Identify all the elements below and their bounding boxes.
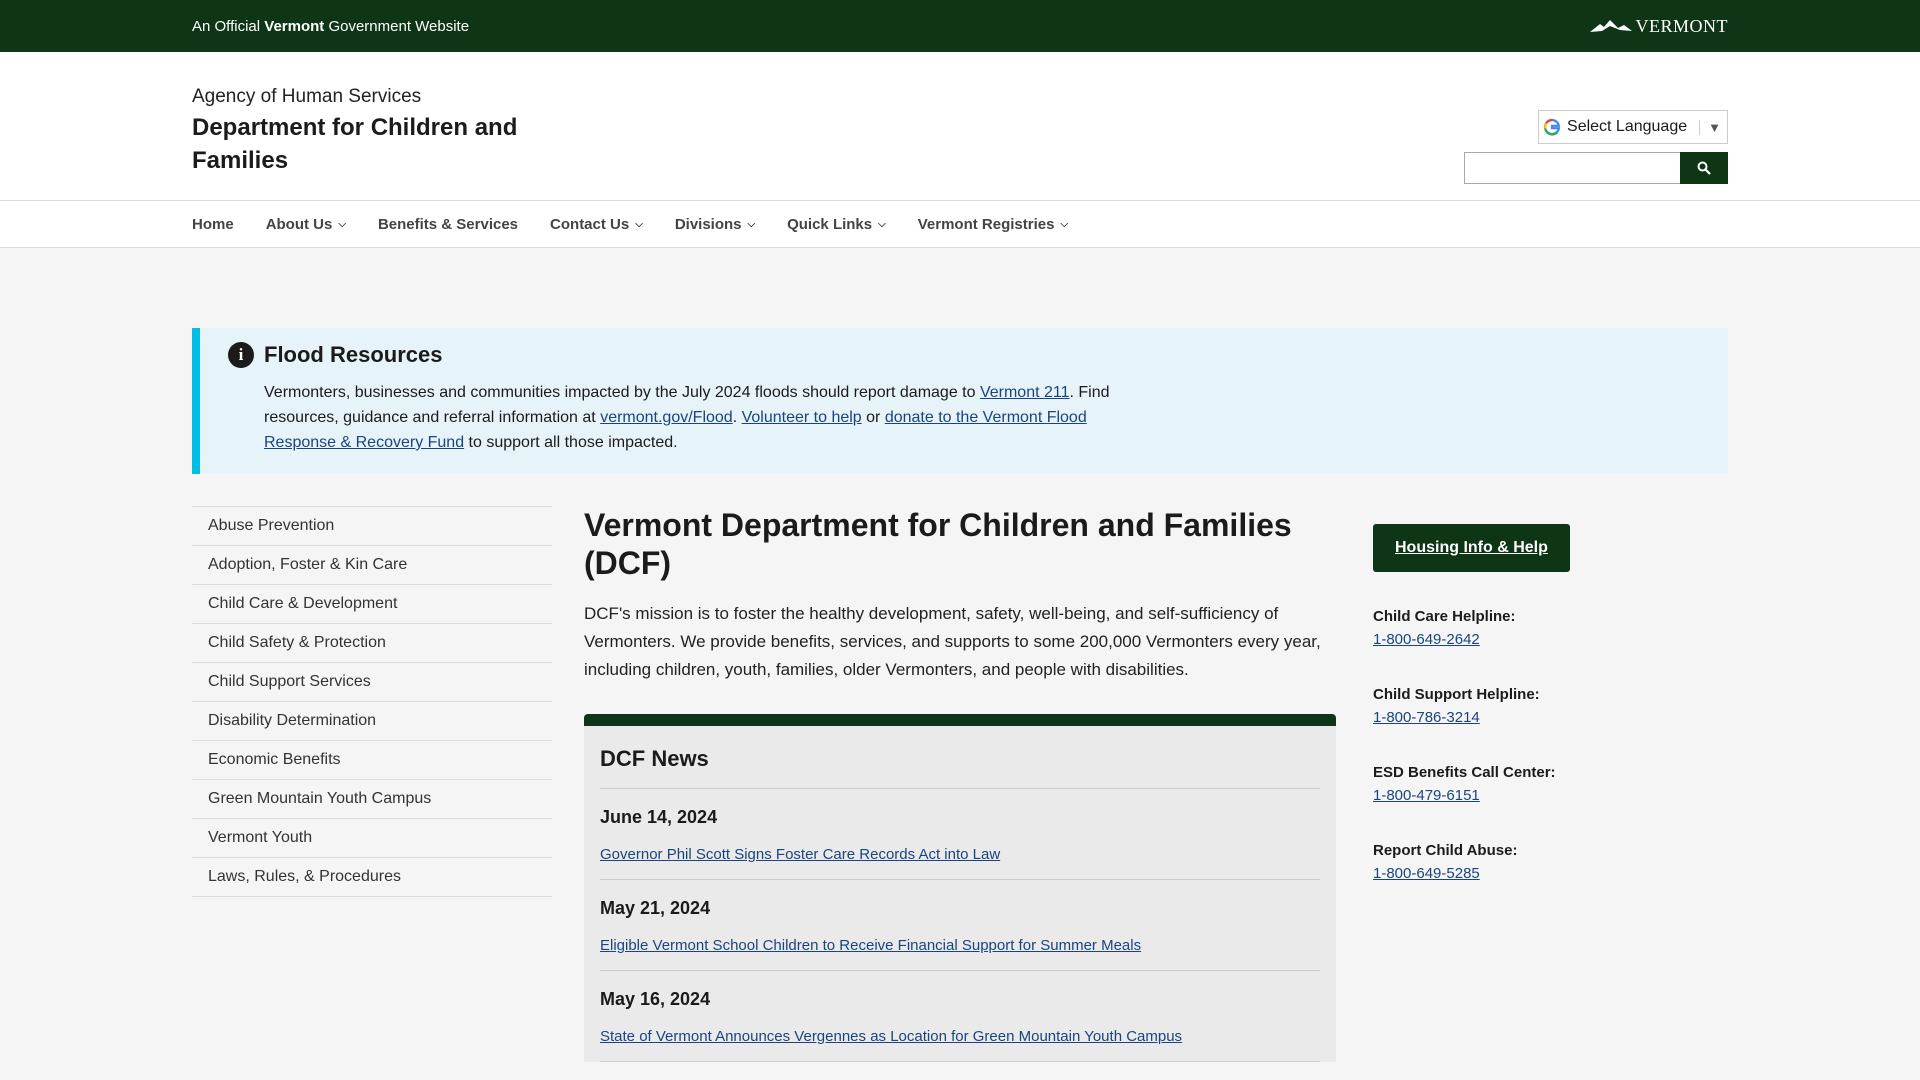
news-item [600, 971, 1320, 1062]
sidebar-item-child-support-services[interactable]: Child Support Services [192, 663, 552, 702]
department-name[interactable]: Department for Children and Families [192, 114, 518, 174]
nav-item-divisions[interactable] [675, 216, 755, 233]
alert-text-part: or [861, 409, 885, 426]
nav-item-label: Vermont Registries [917, 215, 1055, 233]
news-link[interactable]: State of Vermont Announces Vergennes as Location for Green Mountain Youth Campus [600, 1028, 1183, 1045]
header-tools [1464, 52, 1728, 200]
helpline-phone-link[interactable]: 1-800-479-6151 [1373, 787, 1480, 804]
helpline-report-child-abuse [1373, 842, 1613, 882]
news-date: May 21, 2024 [600, 898, 711, 918]
nav-item-label: Home [192, 215, 234, 233]
official-banner [0, 0, 1920, 52]
vermont-211-link[interactable]: Vermont 211 [979, 384, 1070, 401]
page-title: Vermont Department for Children and Families (DCF) [584, 507, 1292, 581]
alert-body [264, 340, 1134, 474]
donate-link[interactable]: donate to the Vermont Flood Response & Recovery Fund [264, 409, 1087, 451]
helpline-phone-link[interactable]: 1-800-649-5285 [1373, 865, 1480, 882]
main-navigation [0, 200, 1920, 248]
helpline-phone-link[interactable]: 1-800-649-2642 [1373, 631, 1480, 648]
helpline-label: Report Child Abuse: [1373, 842, 1518, 859]
official-prefix: An Official [192, 17, 261, 35]
sidebar-item-green-mountain-youth-campus[interactable]: Green Mountain Youth Campus [192, 780, 552, 819]
sidebar-item-economic-benefits[interactable]: Economic Benefits [192, 741, 552, 780]
helpline-phone-link[interactable]: 1-800-786-3214 [1373, 709, 1480, 726]
nav-item-contact-us[interactable] [550, 216, 643, 233]
mission-statement: DCF's mission is to foster the healthy development, safety, well-being, and self-sufficiency of Vermonters. We provide benefits, services, and supports to some 200,000 Vermonters every year, including children, youth, families, older Vermonters, and people with disabilities. [584, 604, 1321, 679]
nav-item-about-us[interactable] [266, 216, 346, 233]
nav-item-label: Contact Us [550, 215, 630, 233]
housing-info-button[interactable]: Housing Info & Help [1373, 524, 1570, 572]
vermont-flood-link[interactable]: vermont.gov/Flood [600, 409, 733, 426]
helpline-child-care [1373, 608, 1613, 648]
sidebar-item-disability-determination[interactable]: Disability Determination [192, 702, 552, 741]
alert-text-part: . [732, 409, 742, 426]
main-content [584, 506, 1336, 1062]
news-date: June 14, 2024 [600, 807, 718, 827]
chevron-down-icon: ▼ [1699, 120, 1721, 135]
site-header [0, 52, 1920, 200]
official-state: Vermont [264, 17, 325, 35]
news-link[interactable]: Governor Phil Scott Signs Foster Care Records Act into Law [600, 846, 1001, 863]
nav-item-label: Divisions [674, 215, 742, 233]
chevron-down-icon: ⌵ [747, 218, 756, 230]
chevron-down-icon: ⌵ [635, 218, 643, 230]
chevron-down-icon: ⌵ [1060, 218, 1069, 230]
agency-name[interactable]: Agency of Human Services [192, 86, 422, 107]
flood-alert [192, 328, 1728, 474]
sidebar-item-vermont-youth[interactable]: Vermont Youth [192, 819, 552, 858]
search-icon [1697, 161, 1711, 175]
main-area [192, 506, 1728, 1062]
helpline-label: Child Support Helpline: [1373, 686, 1540, 703]
language-select-label: Select Language [1567, 118, 1688, 135]
vermont-logo-text: VERMONT [1635, 15, 1728, 36]
news-date: May 16, 2024 [600, 989, 711, 1009]
chevron-down-icon: ⌵ [338, 218, 346, 230]
sidebar-item-child-care-development[interactable]: Child Care & Development [192, 585, 552, 624]
alert-text-part: Vermonters, businesses and communities impacted by the July 2024 floods should report damage to [264, 384, 980, 401]
site-branding[interactable] [192, 52, 572, 200]
helpline-label: Child Care Helpline: [1373, 608, 1516, 625]
news-item [600, 789, 1320, 880]
chevron-down-icon: ⌵ [878, 218, 886, 230]
alert-title: Flood Resources [264, 342, 443, 367]
official-suffix: Government Website [328, 17, 470, 35]
nav-item-label: Benefits & Services [377, 215, 519, 233]
language-select[interactable] [1538, 110, 1728, 144]
nav-item-label: About Us [265, 215, 333, 233]
side-navigation [192, 506, 552, 1062]
volunteer-link[interactable]: Volunteer to help [741, 409, 862, 426]
helpline-esd-benefits [1373, 764, 1613, 804]
helpline-child-support [1373, 686, 1613, 726]
sidebar-item-laws-rules-procedures[interactable]: Laws, Rules, & Procedures [192, 858, 552, 897]
nav-item-quick-links[interactable] [787, 216, 886, 233]
news-panel [584, 714, 1336, 1062]
helpline-sidebar [1373, 506, 1613, 1062]
nav-item-label: Quick Links [787, 215, 873, 233]
search-button[interactable] [1680, 152, 1728, 184]
vermont-logo-link[interactable] [1590, 16, 1729, 37]
sidebar-item-abuse-prevention[interactable]: Abuse Prevention [192, 507, 552, 546]
nav-item-vermont-registries[interactable] [918, 216, 1068, 233]
news-item [600, 880, 1320, 971]
news-heading: DCF News [600, 726, 1320, 789]
alert-text-part: to support all those impacted. [464, 434, 678, 451]
alert-text [264, 380, 1134, 455]
sidebar-item-adoption-foster-kin-care[interactable]: Adoption, Foster & Kin Care [192, 546, 552, 585]
official-website-text [192, 18, 469, 35]
google-translate-icon [1543, 118, 1561, 136]
alert-text-part: . Find resources, guidance and referral information at [264, 384, 1110, 426]
info-icon: i [228, 342, 254, 368]
search-input[interactable] [1464, 152, 1680, 184]
nav-item-benefits-services[interactable] [378, 216, 518, 233]
news-link[interactable]: Eligible Vermont School Children to Receive Financial Support for Summer Meals [600, 937, 1142, 954]
helpline-label: ESD Benefits Call Center: [1373, 764, 1556, 781]
site-search [1464, 152, 1728, 184]
vermont-logo-icon [1590, 18, 1632, 34]
nav-item-home[interactable] [192, 216, 234, 233]
sidebar-item-child-safety-protection[interactable]: Child Safety & Protection [192, 624, 552, 663]
